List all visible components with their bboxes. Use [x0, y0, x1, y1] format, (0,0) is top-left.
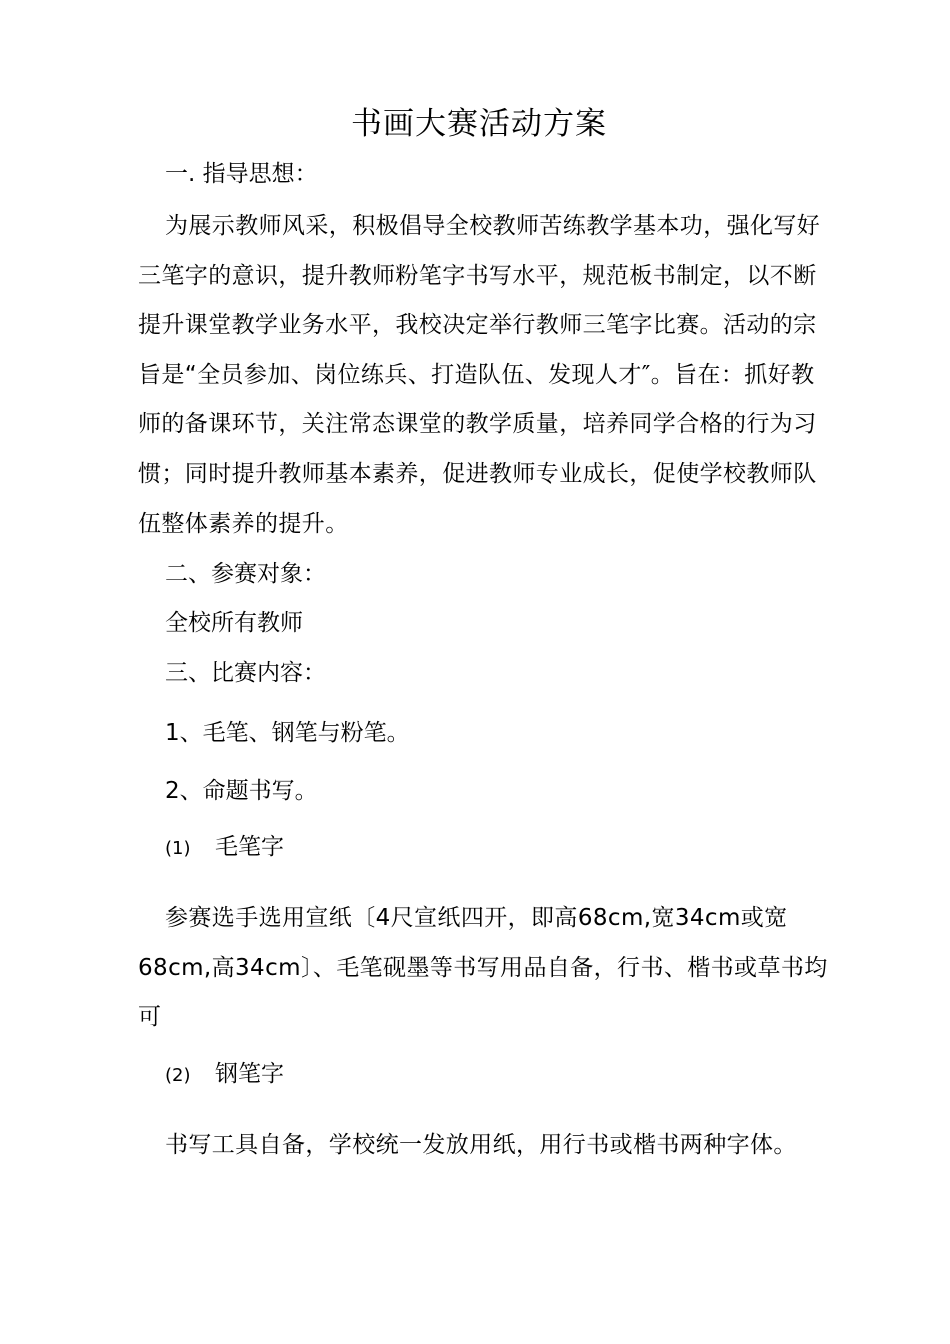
sub-item-1-body: 参赛选手选用宣纸〔4尺宣纸四开，即高68cm,宽34cm或宽68cm,高34cm〕、毛笔砚墨等书写用品自备，行书、楷书或草书均可: [138, 905, 828, 1031]
section-1-heading: 一. 指导思想：: [165, 161, 318, 187]
section-2-heading: 二、参赛对象：: [165, 561, 326, 587]
sub-item-2-label: 钢笔字: [215, 1061, 284, 1087]
content-item-1: 1、毛笔、钢笔与粉笔。: [165, 720, 410, 746]
sub-item-2-body: 书写工具自备，学校统一发放用纸，用行书或楷书两种字体。: [165, 1132, 797, 1158]
sub-item-1: [165, 830, 284, 866]
sub-item-1-number: (1): [165, 838, 191, 859]
content-item-2: 2、命题书写。: [165, 778, 318, 804]
sub-item-1-label: 毛笔字: [215, 834, 284, 860]
sub-item-2: [165, 1057, 284, 1093]
document-title: 书画大赛活动方案: [351, 106, 607, 142]
section-2-body: 全校所有教师: [165, 610, 303, 636]
section-3-heading: 三、比赛内容：: [165, 660, 326, 686]
section-1-body: 为展示教师风采，积极倡导全校教师苦练教学基本功，强化写好三笔字的意识，提升教师粉笔字书写水平，规范板书制定，以不断提升课堂教学业务水平，我校决定举行教师三笔字比赛。活动的宗旨是“全员参加、岗位练兵、打造队伍、发现人才″。旨在：抓好教师的备课环节，关注常态课堂的教学质量，培养同学合格的行为习惯；同时提升教师基本素养，促进教师专业成长，促使学校教师队伍整体素养的提升。: [138, 213, 821, 537]
sub-item-2-number: (2): [165, 1065, 191, 1086]
